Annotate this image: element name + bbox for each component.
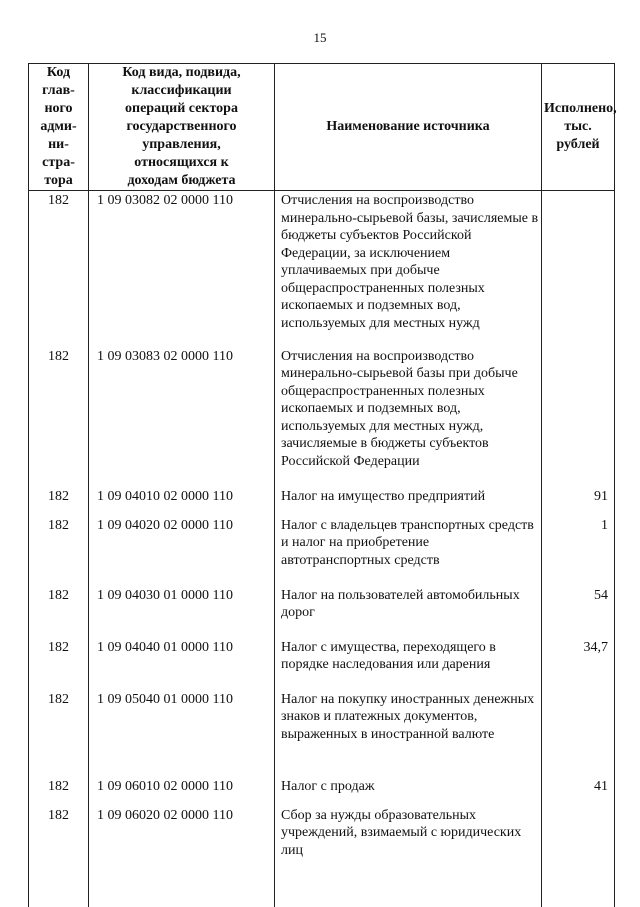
table-row [29, 778, 615, 807]
source-name-cell: Налог с владельцев транспортных средств и налог на приобретение автотранспортных средств [275, 517, 542, 587]
table-row [29, 691, 615, 778]
header-admin-code [29, 64, 89, 191]
header-code-line: государственного [126, 119, 237, 134]
admin-code-cell: 182 [29, 778, 89, 807]
source-name-cell: Налог на пользователей автомобильных дорог [275, 587, 542, 639]
header-code-line: операций сектора [125, 101, 238, 116]
classification-code-cell: 1 09 06010 02 0000 110 [89, 778, 275, 807]
admin-code-cell: 182 [29, 691, 89, 778]
header-admin-line: тора [44, 173, 73, 188]
header-amount [542, 64, 615, 191]
header-code-line: управления, [142, 137, 221, 152]
header-admin-line: ного [44, 101, 73, 116]
source-name-cell: Налог на имущество предприятий [275, 488, 542, 517]
classification-code-cell: 1 09 04010 02 0000 110 [89, 488, 275, 517]
header-code-line: классификации [131, 83, 232, 98]
header-source-name: Наименование источника [275, 64, 542, 191]
admin-code-cell: 182 [29, 517, 89, 587]
classification-code-cell: 1 09 04020 02 0000 110 [89, 517, 275, 587]
amount-cell: 91 [542, 488, 615, 517]
amount-cell: 1 [542, 517, 615, 587]
source-name-cell: Налог с имущества, переходящего в порядке наследования или дарения [275, 639, 542, 691]
classification-code-cell: 1 09 03083 02 0000 110 [89, 348, 275, 488]
amount-cell [542, 348, 615, 488]
table-row [29, 639, 615, 691]
header-amount-line: тыс. [564, 119, 592, 134]
header-amount-line: Исполнено, [544, 101, 617, 116]
source-name-cell: Налог с продаж [275, 778, 542, 807]
header-code-line: относящихся к [134, 155, 229, 170]
header-code-line: Код вида, подвида, [122, 65, 241, 80]
table-header [29, 64, 615, 191]
header-admin-line: адми- [40, 119, 77, 134]
admin-code-cell: 182 [29, 639, 89, 691]
header-admin-line: глав- [42, 83, 75, 98]
header-admin-line: стра- [42, 155, 75, 170]
table-row [29, 348, 615, 488]
admin-code-cell: 182 [29, 488, 89, 517]
amount-cell [542, 807, 615, 907]
table-row [29, 517, 615, 587]
classification-code-cell: 1 09 04040 01 0000 110 [89, 639, 275, 691]
page-number: 15 [313, 30, 327, 45]
table-row [29, 587, 615, 639]
admin-code-cell: 182 [29, 807, 89, 907]
classification-code-cell: 1 09 03082 02 0000 110 [89, 191, 275, 348]
source-name-cell: Отчисления на воспроизводство минерально-сырьевой базы при добыче общераспространенных полезных ископаемых и подземных вод, используемых для местных нужд, зачисляемые в бюджеты субъектов Российской Федерации [275, 348, 542, 488]
table-row [29, 488, 615, 517]
classification-code-cell: 1 09 05040 01 0000 110 [89, 691, 275, 778]
header-code-line: доходам бюджета [127, 173, 236, 188]
source-name-cell: Отчисления на воспроизводство минерально-сырьевой базы, зачисляемые в бюджеты субъектов Российской Федерации, за исключением уплачиваемых при добыче общераспространенных полезных ископаемых и подземных вод, используемых для местных нужд [275, 191, 542, 348]
amount-cell [542, 191, 615, 348]
admin-code-cell: 182 [29, 348, 89, 488]
amount-cell [542, 691, 615, 778]
amount-cell: 54 [542, 587, 615, 639]
classification-code-cell: 1 09 06020 02 0000 110 [89, 807, 275, 907]
amount-cell: 41 [542, 778, 615, 807]
admin-code-cell: 182 [29, 191, 89, 348]
header-admin-line: Код [46, 65, 71, 80]
header-amount-line: рублей [556, 137, 600, 152]
revenue-table [28, 63, 615, 907]
classification-code-cell: 1 09 04030 01 0000 110 [89, 587, 275, 639]
table-row [29, 807, 615, 907]
header-admin-line: ни- [48, 137, 69, 152]
source-name-cell: Налог на покупку иностранных денежных знаков и платежных документов, выраженных в иностранной валюте [275, 691, 542, 778]
table-body [29, 191, 615, 907]
table-row [29, 191, 615, 348]
amount-cell: 34,7 [542, 639, 615, 691]
source-name-cell: Сбор за нужды образовательных учреждений, взимаемый с юридических лиц [275, 807, 542, 907]
header-classification-code [89, 64, 275, 191]
admin-code-cell: 182 [29, 587, 89, 639]
